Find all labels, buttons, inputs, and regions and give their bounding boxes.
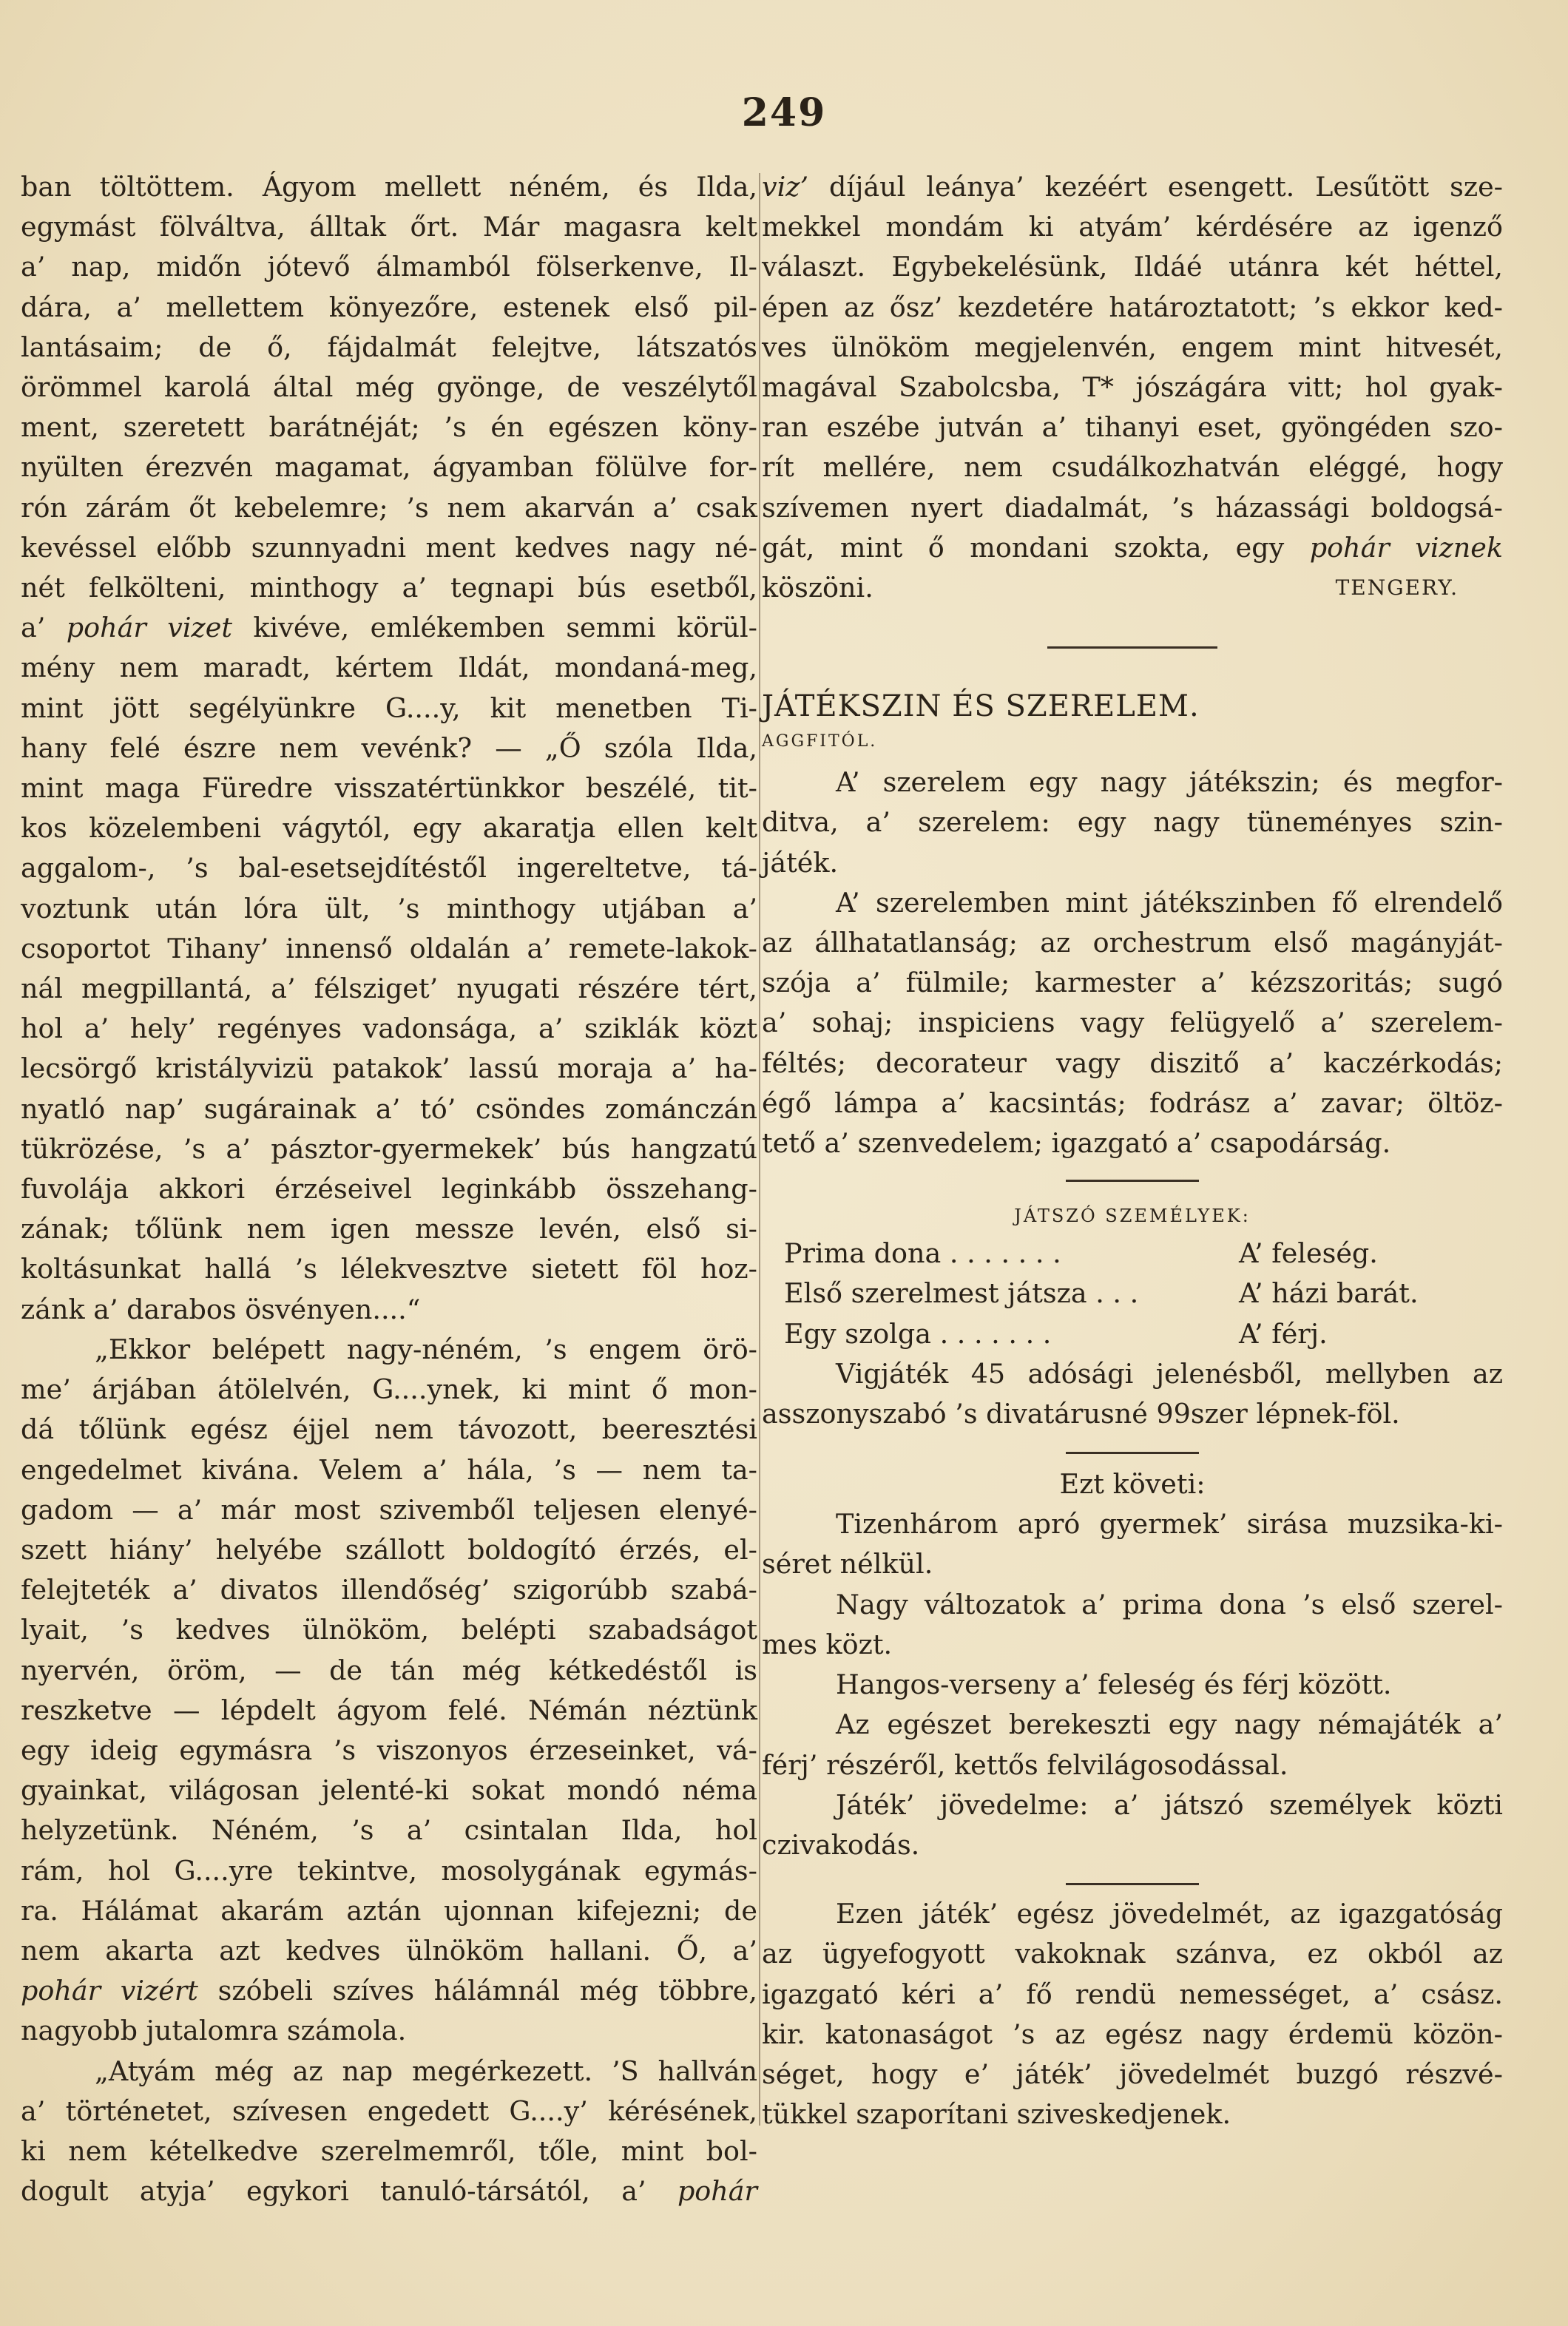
section-author: AGGFITÓL.	[762, 732, 878, 751]
left-text-line: lantásaim; de ő, fájdalmát felejtve, látszatós	[21, 331, 757, 363]
follows-rule	[1066, 1452, 1199, 1454]
follows-list	[762, 1504, 1503, 1865]
left-text-line: aggalom-, ’s bal-esetsejdítéstől ingereltetve, tá-	[21, 852, 757, 885]
story-last-word: köszöni.	[762, 572, 873, 604]
cast-role: Első szerelmest játsza . . .	[784, 1277, 1139, 1310]
left-text-line: örömmel karolá által még gyönge, de veszélytől	[21, 371, 757, 404]
follows-item	[762, 1785, 1503, 1865]
follows-item	[762, 1504, 1503, 1584]
cast-row	[784, 1234, 1503, 1274]
intro-line: A’ szerelem egy nagy játékszin; és megfor-	[836, 766, 1503, 799]
left-text-line: reszketve — lépdelt ágyom felé. Némán néztünk	[21, 1694, 757, 1726]
intro-line: játék.	[762, 846, 839, 879]
play-paragraph	[762, 1354, 1503, 1434]
left-text-line: nyülten érezvén magamat, ágyamban fölülve for-	[21, 451, 757, 484]
cast-role: Egy szolga . . . . . . .	[784, 1317, 1052, 1350]
cast-row	[784, 1274, 1503, 1314]
section-title: JÁTÉKSZIN ÉS SZERELEM.	[762, 689, 1200, 724]
author-signature: TENGERY.	[1335, 575, 1459, 601]
left-text-line: „Atyám még az nap megérkezett. ’S hallván	[95, 2055, 757, 2087]
column-divider	[759, 173, 760, 2126]
left-text-line: egy ideig egymásra ’s viszonyos érzeseinket, vá-	[21, 1734, 757, 1766]
right-column	[762, 167, 1503, 2134]
section-rule	[1047, 646, 1217, 649]
left-text-line: nem akarta azt kedves ülnököm hallani. Ő, a’	[21, 1934, 757, 1967]
follows-line: czivakodás.	[762, 1828, 920, 1861]
cast-list	[762, 1234, 1503, 1354]
left-text-line: nét felkölteni, minthogy a’ tegnapi bús esetből,	[21, 572, 757, 604]
left-text-line: nál megpillantá, a’ félsziget’ nyugati részére tért,	[21, 973, 757, 1005]
left-text-line: a’ nap, midőn jótevő álmamból fölserkenve, Il-	[21, 251, 757, 283]
left-column	[21, 167, 757, 2211]
left-text-line: rón zárám őt kebelemre; ’s nem akarván a’ csak	[21, 491, 757, 524]
final-line: séget, hogy e’ játék’ jövedelmét buzgó részvé-	[762, 2058, 1503, 2090]
right-text-line: mekkel mondám ki atyám’ kérdésére az igenző	[762, 211, 1503, 243]
cast-row	[784, 1314, 1503, 1354]
follows-line: Hangos-verseny a’ feleség és férj között.	[836, 1669, 1392, 1701]
left-text-line: lyait, ’s kedves ülnököm, belépti szabadságot	[21, 1614, 757, 1646]
left-text-line: felejteték a’ divatos illendőség’ szigorúbb szabá-	[21, 1574, 757, 1606]
follows-line: Az egészet berekeszti egy nagy némajáték a’	[836, 1708, 1503, 1741]
roles-line: égő lámpa a’ kacsintás; fodrász a’ zavar; öltöz-	[762, 1086, 1503, 1119]
play-line: asszonyszabó ’s divatárusné 99szer lépnek-föl.	[762, 1398, 1400, 1430]
story-last-line	[762, 568, 1503, 608]
right-text-line: ves ülnököm megjelenvén, engem mint hitvesét,	[762, 331, 1503, 363]
right-text-line: gát, mint ő mondani szokta, egy pohár viznek	[762, 531, 1503, 564]
cast-actor: A’ feleség.	[1239, 1237, 1378, 1270]
roles-line: a’ sohaj; inspiciens vagy felügyelő a’ szerelem-	[762, 1007, 1503, 1039]
final-line: kir. katonaságot ’s az egész nagy érdemü közön-	[762, 2018, 1503, 2050]
left-text-line: mint jött segélyünkre G....y, kit menetben Ti-	[21, 692, 757, 724]
page-number: 249	[741, 90, 827, 135]
right-text-line: magával Szabolcsba, T* jószágára vitt; hol gyak-	[762, 371, 1503, 404]
left-text-line: hol a’ hely’ regényes vadonsága, a’ sziklák közt	[21, 1012, 757, 1045]
left-text-line: csoportot Tihany’ innenső oldalán a’ remete-lakok-	[21, 932, 757, 964]
final-rule	[1066, 1883, 1199, 1885]
left-text-line: kevéssel előbb szunnyadni ment kedves nagy né-	[21, 531, 757, 564]
left-text-line: ment, szeretett barátnéját; ’s én egészen köny-	[21, 411, 757, 444]
left-text-line: dá tőlünk egész éjjel nem távozott, beeresztési	[21, 1413, 757, 1446]
left-text-line: „Ekkor belépett nagy-néném, ’s engem örö-	[95, 1333, 757, 1365]
left-text-line: egymást fölváltva, álltak őrt. Már magasra kelt	[21, 211, 757, 243]
cast-actor: A’ férj.	[1239, 1317, 1328, 1350]
right-text-line: ran eszébe jutván a’ tihanyi eset, gyöngéden szo-	[762, 411, 1503, 444]
intro-line: ditva, a’ szerelem: egy nagy tüneményes szin-	[762, 806, 1503, 839]
roles-line: féltés; decorateur vagy diszitő a’ kaczérkodás;	[762, 1047, 1503, 1079]
left-text-line: helyzetünk. Néném, ’s a’ csintalan Ilda, hol	[21, 1814, 757, 1847]
left-text-line: kos közelembeni vágytól, egy akaratja ellen kelt	[21, 812, 757, 845]
left-text-line: hany felé észre nem vevénk? — „Ő szóla Ilda,	[21, 731, 757, 764]
left-text-line: engedelmet kivána. Velem a’ hála, ’s — nem ta-	[21, 1453, 757, 1486]
left-text-line: fuvolája akkori érzéseivel leginkább összehang-	[21, 1173, 757, 1206]
left-text-line: koltásunkat hallá ’s lélekvesztve sietett föl hoz-	[21, 1253, 757, 1285]
left-text-line: ban töltöttem. Ágyom mellett néném, és Ilda,	[21, 171, 757, 203]
left-text-line: a’ pohár vizet kivéve, emlékemben semmi körül-	[21, 612, 757, 644]
left-text-line: pohár vizért szóbeli szíves hálámnál még többre,	[21, 1975, 757, 2007]
right-text-line: választ. Egybekelésünk, Ildáé utánra két héttel,	[762, 251, 1503, 283]
roles-paragraph	[762, 883, 1503, 1163]
left-text-line: zának; tőlünk nem igen messze levén, első si-	[21, 1213, 757, 1245]
left-text-line: nagyobb jutalomra számola.	[21, 2015, 407, 2047]
follows-line: férj’ részéről, kettős felvilágosodással.	[762, 1748, 1288, 1781]
left-text-line: gadom — a’ már most szivemből teljesen elenyé-	[21, 1493, 757, 1526]
follows-item	[762, 1705, 1503, 1785]
cast-heading: JÁTSZÓ SZEMÉLYEK:	[1014, 1206, 1251, 1227]
roles-line: az állhatatlanság; az orchestrum első magányját-	[762, 927, 1503, 959]
final-line: az ügyefogyott vakoknak szánva, ez okból az	[762, 1938, 1503, 1970]
left-text-line: gyainkat, világosan jelenté-ki sokat mondó néma	[21, 1774, 757, 1807]
follows-item	[762, 1665, 1503, 1705]
follows-heading: Ezt követi:	[1059, 1468, 1206, 1501]
final-paragraph	[762, 1894, 1503, 2134]
left-text-line: a’ történetet, szívesen engedett G....y’ kérésének,	[21, 2095, 757, 2127]
follows-line: séret nélkül.	[762, 1548, 933, 1580]
intro-paragraph	[762, 763, 1503, 883]
left-text-line: mény nem maradt, kértem Ildát, mondaná-meg,	[21, 652, 757, 684]
cast-role: Prima dona . . . . . . .	[784, 1237, 1061, 1270]
final-line: Ezen játék’ egész jövedelmét, az igazgatóság	[836, 1898, 1503, 1930]
left-text-line: rám, hol G....yre tekintve, mosolygának egymás-	[21, 1854, 757, 1887]
left-text-line: nyatló nap’ sugárainak a’ tó’ csöndes zománczán	[21, 1092, 757, 1125]
left-text-line: dogult atyja’ egykori tanuló-társától, a’ pohár	[21, 2175, 757, 2208]
left-text-line: mint maga Füredre visszatértünkkor beszélé, tit-	[21, 772, 757, 805]
final-line: igazgató kéri a’ fő rendü nemességet, a’ csász.	[762, 1978, 1503, 2010]
right-text-line: viz’ díjául leánya’ kezéért esengett. Lesűtött sze-	[762, 171, 1503, 203]
roles-line: A’ szerelemben mint játékszinben fő elrendelő	[836, 886, 1503, 919]
left-text-line: voztunk után lóra ült, ’s minthogy utjában a’	[21, 892, 757, 924]
right-text-line: rít mellére, nem csudálkozhatván eléggé, hogy	[762, 451, 1503, 484]
cast-actor: A’ házi barát.	[1239, 1277, 1419, 1310]
right-text-line: szívemen nyert diadalmát, ’s házassági boldogsá-	[762, 491, 1503, 524]
left-text-line: tükrözése, ’s a’ pásztor-gyermekek’ bús hangzatú	[21, 1132, 757, 1165]
story-continuation	[762, 167, 1503, 568]
left-text-line: dára, a’ mellettem könyezőre, estenek első pil-	[21, 291, 757, 323]
final-line: tükkel szaporítani sziveskedjenek.	[762, 2098, 1231, 2131]
left-text-line: szett hiány’ helyébe szállott boldogító érzés, el-	[21, 1533, 757, 1566]
play-line: Vigjáték 45 adósági jelenésből, mellyben az	[836, 1357, 1503, 1390]
right-text-line: épen az ősz’ kezdetére határoztatott; ’s ekkor ked-	[762, 291, 1503, 323]
left-text-line: lecsörgő kristályvizü patakok’ lassú moraja a’ ha-	[21, 1052, 757, 1085]
roles-line: szója a’ fülmile; karmester a’ kézszoritás; sugó	[762, 967, 1503, 999]
follows-item	[762, 1585, 1503, 1665]
left-text-line: nyervén, öröm, — de tán még kétkedéstől is	[21, 1654, 757, 1686]
left-text-line: me’ árjában átölelvén, G....ynek, ki mint ő mon-	[21, 1373, 757, 1406]
follows-line: Játék’ jövedelme: a’ játszó személyek közti	[836, 1788, 1503, 1821]
roles-line: tető a’ szenvedelem; igazgató a’ csapodárság.	[762, 1127, 1391, 1160]
follows-line: Nagy változatok a’ prima dona ’s első szerel-	[836, 1588, 1503, 1620]
cast-rule	[1066, 1180, 1199, 1182]
follows-line: mes közt.	[762, 1628, 893, 1660]
left-text-line: zánk a’ darabos ösvényen....“	[21, 1293, 421, 1325]
left-text-line: ra. Hálámat akarám aztán ujonnan kifejezni; de	[21, 1894, 757, 1927]
left-text-line: ki nem kételkedve szerelmemről, tőle, mint bol-	[21, 2134, 757, 2167]
follows-line: Tizenhárom apró gyermek’ sirása muzsika-ki-	[836, 1508, 1503, 1541]
